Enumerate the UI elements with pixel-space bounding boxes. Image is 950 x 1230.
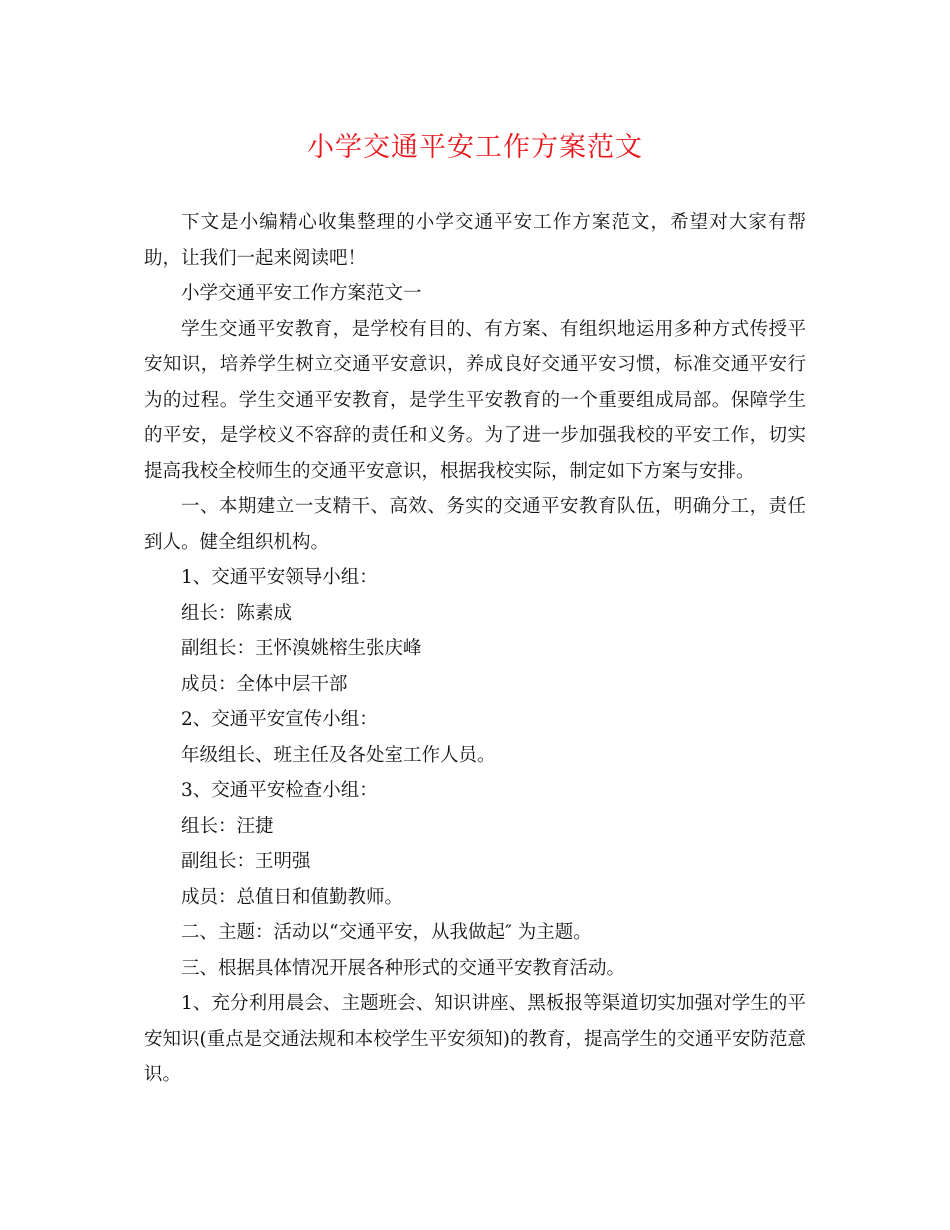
paragraph-deputy-leaders: 副组长：王怀溴姚榕生张庆峰 xyxy=(181,638,422,659)
paragraph-activity-one: 1、充分利用晨会、主题班会、知识讲座、黑板报等渠道切实加强对学生的平安知识(重点是交通法规和本校学生平安须知)的教育，提高学生的交通平安防范意识。 xyxy=(144,993,806,1085)
paragraph-purpose: 学生交通平安教育，是学校有目的、有方案、有组织地运用多种方式传授平安知识，培养学生树立交通平安意识，养成良好交通平安习惯，标准交通平安行为的过程。学生交通平安教育，是学生平安教育的一个重要组成局部。保障学生的平安，是学校义不容辞的责任和义务。为了进一步加强我校的平安工作，切实提高我校全校师生的交通平安意识，根据我校实际，制定如下方案与安排。 xyxy=(144,318,806,482)
paragraph-inspection-deputy: 副组长：王明强 xyxy=(181,851,311,872)
paragraph-section-three: 三、根据具体情况开展各种形式的交通平安教育活动。 xyxy=(181,957,626,979)
paragraph-section-one: 一、本期建立一支精干、高效、务实的交通平安教育队伍，明确分工，责任到人。健全组织机构。 xyxy=(144,496,806,553)
paragraph-inspection-leader: 组长：汪捷 xyxy=(181,815,274,837)
paragraph-intro: 下文是小编精心收集整理的小学交通平安工作方案范文，希望对大家有帮助，让我们一起来阅读吧！ xyxy=(144,212,806,269)
paragraph-inspection-members: 成员：总值日和值勤教师。 xyxy=(181,886,404,908)
paragraph-leader: 组长：陈素成 xyxy=(181,602,293,624)
paragraph-publicity-members: 年级组长、班主任及各处室工作人员。 xyxy=(181,744,496,766)
document-body xyxy=(144,205,806,1093)
paragraph-inspection-group: 3、交通平安检查小组： xyxy=(181,780,378,801)
paragraph-members: 成员：全体中层干部 xyxy=(181,673,348,695)
paragraph-theme: 二、主题：活动以“交通平安，从我做起″ 为主题。 xyxy=(181,922,592,943)
paragraph-leading-group: 1、交通平安领导小组： xyxy=(181,567,378,588)
paragraph-subtitle: 小学交通平安工作方案范文一 xyxy=(181,283,422,304)
document-title: 小学交通平安工作方案范文 xyxy=(307,132,643,163)
paragraph-publicity-group: 2、交通平安宣传小组： xyxy=(181,709,378,730)
